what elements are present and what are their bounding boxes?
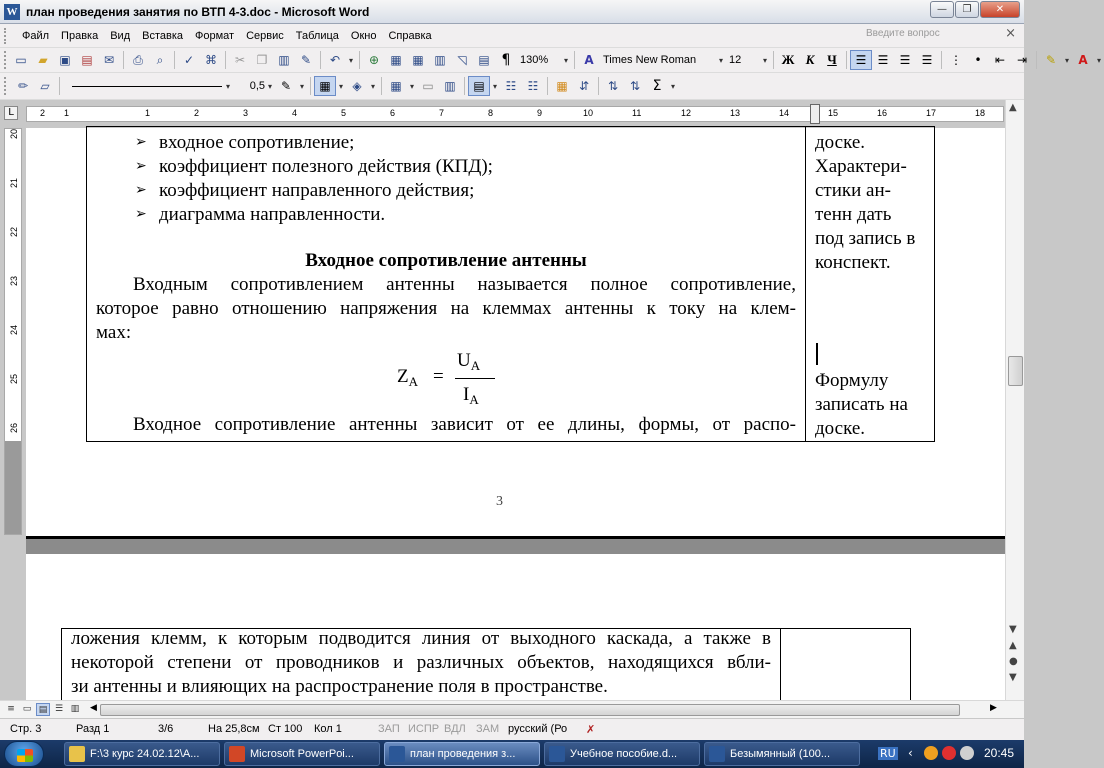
status-column[interactable]: Кол 1 (314, 723, 342, 735)
italic-button[interactable]: К (805, 52, 815, 67)
menu-tools[interactable]: Сервис (246, 29, 284, 42)
section-heading: Входное сопротивление антенны (305, 250, 587, 271)
ruler-tick: 16 (877, 108, 888, 118)
taskbar-item[interactable] (704, 742, 860, 766)
impedance-formula (397, 345, 507, 411)
taskbar-item-label: Безымянный (100... (730, 748, 831, 760)
show-hidden-icons-icon[interactable]: ‹ (908, 746, 913, 760)
scroll-down-arrow-icon[interactable]: ▼ (1009, 624, 1017, 635)
menu-window[interactable]: Окно (350, 29, 377, 42)
note-line: стики ан- (815, 180, 891, 201)
note-line: записать на (815, 394, 908, 415)
lesson-table[interactable] (86, 126, 935, 442)
list-item (135, 131, 493, 155)
spelling-status-icon[interactable]: ✗ (586, 724, 596, 736)
ruler-tick: 6 (390, 108, 396, 118)
vruler-margin-shade (5, 441, 21, 534)
vruler-tick: 22 (9, 227, 19, 238)
shading-dropdown-icon[interactable]: ▾ (370, 81, 375, 91)
note-line: Формулу (815, 370, 889, 391)
taskbar-item[interactable] (544, 742, 700, 766)
list-item-text: диаграмма направленности. (159, 204, 386, 225)
undo-icon[interactable]: ↶ (329, 53, 341, 67)
status-bar (0, 718, 1024, 740)
ruler-tick: 12 (681, 108, 692, 118)
status-position[interactable]: На 25,8см (208, 723, 260, 735)
horizontal-scroll-thumb[interactable] (100, 704, 960, 716)
bullet-list (135, 131, 493, 227)
menu-help[interactable]: Справка (388, 29, 432, 42)
standard-toolbar (0, 48, 1101, 73)
spelling-icon[interactable]: ✓ (183, 53, 195, 67)
ruler-tick: 1 (64, 108, 70, 118)
change-text-direction-icon[interactable]: ⇵ (578, 79, 590, 93)
table-column-divider (780, 629, 781, 709)
outline-view-icon[interactable]: ☰ (54, 704, 64, 714)
powerpoint-icon (229, 746, 245, 762)
draw-table-icon[interactable]: ✏ (17, 79, 29, 93)
lesson-table[interactable] (61, 628, 911, 708)
ruler-tick: 7 (439, 108, 445, 118)
drawing-icon[interactable]: ◹ (457, 53, 467, 67)
hyperlink-icon[interactable]: ⊕ (368, 53, 380, 67)
menu-format[interactable]: Формат (195, 29, 235, 42)
shading-color-icon[interactable]: ◈ (352, 79, 362, 93)
vruler-tick: 26 (9, 423, 19, 434)
select-browse-object-icon[interactable]: ● (1009, 656, 1018, 667)
ruler-tick: 1 (145, 108, 151, 118)
tray-app-icon[interactable] (960, 746, 974, 760)
zoom-dropdown-icon[interactable]: ▾ (563, 55, 568, 65)
arrow-bullet-icon: ➢ (135, 207, 147, 222)
tables-borders-toolbar (0, 73, 1024, 100)
status-extend-selection[interactable]: ВДЛ (444, 723, 466, 735)
ruler-tick: 10 (583, 108, 594, 118)
menu-view[interactable]: Вид (110, 29, 131, 42)
language-indicator[interactable]: RU (880, 747, 896, 760)
word-icon (389, 746, 405, 762)
note-line: доске. (815, 132, 866, 153)
justify-icon[interactable]: ☰ (921, 53, 933, 67)
minimize-button[interactable]: — (930, 1, 954, 18)
print-layout-icon[interactable]: ▤ (36, 703, 50, 716)
status-language[interactable]: русский (Ро (508, 723, 568, 735)
system-tray (866, 740, 1024, 768)
show-hide-icon[interactable]: ¶ (501, 52, 511, 68)
note-line: тенн дать (815, 204, 892, 225)
reading-layout-icon[interactable]: ▥ (70, 704, 80, 714)
align-left-icon[interactable]: ☰ (850, 50, 872, 70)
formula-numerator: $U_A$ (457, 350, 481, 373)
outside-border-icon[interactable]: ▦ (314, 76, 336, 96)
taskbar-item-label: Microsoft PowerPoi... (250, 748, 354, 760)
menu-grip[interactable] (4, 28, 12, 44)
taskbar-item[interactable] (224, 742, 380, 766)
print-icon[interactable]: ⎙ (133, 52, 143, 67)
status-record-macro[interactable]: ЗАП (378, 723, 400, 735)
numbering-icon[interactable]: ⋮ (950, 53, 962, 67)
menu-insert[interactable]: Вставка (142, 29, 184, 42)
font-name-dropdown-icon[interactable]: ▾ (718, 55, 723, 65)
bold-button[interactable]: Ж (781, 52, 795, 67)
bullets-icon[interactable]: • (974, 53, 982, 67)
font-name-combo[interactable]: Times New Roman (603, 54, 697, 66)
save-icon[interactable]: ▣ (59, 53, 71, 67)
vruler-tick: 20 (9, 129, 19, 140)
ruler-tick: 15 (828, 108, 839, 118)
ruler-tick: 11 (632, 108, 642, 118)
text-cursor (816, 343, 818, 365)
ruler-tick: 8 (488, 108, 494, 118)
taskbar-item-label: Учебное пособие.d... (570, 748, 678, 760)
status-overtype[interactable]: ЗАМ (476, 723, 500, 735)
tray-app-icon[interactable] (924, 746, 938, 760)
paragraph-line: некоторой степени от проводников и различных объектов, находящихся вбли- (71, 652, 771, 673)
list-item-text: коэффициент направленного действия; (159, 180, 475, 201)
vertical-scrollbar[interactable] (1005, 100, 1024, 700)
close-document-button[interactable]: × (1005, 26, 1016, 41)
border-color-icon[interactable]: ✎ (280, 79, 292, 93)
align-cell-icon[interactable]: ▤ (468, 76, 490, 96)
table-autoformat-icon[interactable]: ▦ (556, 79, 568, 93)
start-button[interactable] (4, 741, 44, 767)
page-break-gap (26, 536, 1005, 554)
ruler-strip[interactable] (26, 106, 1004, 122)
paint-icon (709, 746, 725, 762)
ruler-tick: 17 (926, 108, 937, 118)
ruler-tick: 3 (243, 108, 249, 118)
insert-table-icon[interactable]: ▦ (412, 53, 424, 67)
insert-table-dropdown-icon[interactable]: ▾ (409, 81, 414, 91)
undo-dropdown-icon[interactable]: ▾ (348, 55, 353, 65)
scroll-left-arrow-icon[interactable]: ◀ (90, 703, 97, 713)
ruler-tick: 18 (975, 108, 986, 118)
folder-icon (69, 746, 85, 762)
tray-app-icon[interactable] (942, 746, 956, 760)
styles-icon[interactable]: A (584, 53, 594, 67)
document-area[interactable] (26, 128, 1005, 700)
menu-bar (0, 24, 1024, 48)
status-track-changes[interactable]: ИСПР (408, 723, 440, 735)
window-title: план проведения занятия по ВТП 4-3.doc - Microsoft Word (26, 4, 370, 19)
scroll-right-arrow-icon[interactable]: ▶ (990, 703, 997, 713)
taskbar (0, 740, 1024, 768)
paragraph-line: Входным сопротивлением антенны называется полное сопротивление, (133, 274, 796, 295)
cut-icon[interactable]: ✂ (234, 53, 246, 67)
horizontal-ruler (0, 100, 1024, 128)
indent-marker[interactable] (810, 104, 820, 124)
increase-indent-icon[interactable]: ⇥ (1016, 53, 1028, 67)
taskbar-item-label: план проведения з... (410, 748, 516, 760)
autosum-icon[interactable]: Σ (652, 78, 662, 94)
notes-column (815, 131, 935, 275)
vruler-tick: 23 (9, 276, 19, 287)
ask-question-input[interactable]: Введите вопрос (866, 28, 940, 39)
highlight-icon[interactable]: ✎ (1045, 53, 1057, 67)
format-painter-icon[interactable]: ✎ (300, 53, 312, 67)
formula-equals: = (433, 366, 444, 387)
note-line: Характери- (815, 156, 907, 177)
list-item (135, 155, 493, 179)
font-color-icon[interactable]: A (1078, 53, 1088, 67)
ruler-tick: 4 (292, 108, 298, 118)
sort-ascending-icon[interactable]: ⇅ (607, 79, 619, 93)
vertical-ruler (4, 128, 22, 535)
print-preview-icon[interactable]: ⌕ (156, 52, 164, 67)
paragraph-line: которое равно отношению напряжения на клеммах антенны к току на клем- (96, 298, 796, 319)
note-line: конспект. (815, 252, 891, 273)
research-icon[interactable]: ⌘ (205, 53, 217, 67)
sort-descending-icon[interactable]: ⇅ (629, 79, 641, 93)
page[interactable] (26, 128, 1005, 536)
toolbar-options-icon[interactable]: ▾ (670, 81, 675, 91)
formula-lhs: $Z_A$ (397, 366, 418, 389)
font-size-dropdown-icon[interactable]: ▾ (762, 55, 767, 65)
zoom-combo[interactable]: 130% (520, 54, 549, 66)
highlight-dropdown-icon[interactable]: ▾ (1064, 55, 1069, 65)
status-line[interactable]: Ст 100 (268, 723, 303, 735)
document-map-icon[interactable]: ▤ (478, 53, 490, 67)
next-page-icon[interactable]: ▼ (1009, 672, 1017, 683)
table-column-divider (805, 127, 806, 441)
scroll-thumb[interactable] (1008, 356, 1023, 386)
paste-icon[interactable]: ▥ (278, 53, 290, 67)
list-item-text: коэффициент полезного действия (КПД); (159, 156, 493, 177)
ruler-tick: 9 (537, 108, 543, 118)
menu-file[interactable]: Файл (22, 29, 50, 42)
arrow-bullet-icon: ➢ (135, 135, 147, 150)
taskbar-item-label: F:\3 курс 24.02.12\A... (90, 748, 200, 760)
word-icon[interactable]: W (4, 4, 20, 20)
horizontal-scrollbar[interactable] (0, 700, 1024, 718)
tables-borders-icon[interactable]: ▦ (390, 53, 402, 67)
tab-selector[interactable]: L (4, 106, 18, 120)
paragraph-line: мах: (96, 322, 132, 343)
ruler-tick: 5 (341, 108, 347, 118)
normal-view-icon[interactable]: ≡ (7, 704, 15, 714)
fraction-bar (455, 378, 495, 379)
border-color-dropdown-icon[interactable]: ▾ (299, 81, 304, 91)
formula-denominator: $I_A$ (463, 384, 479, 407)
toolbar-grip[interactable] (4, 77, 8, 95)
list-item (135, 203, 493, 227)
web-layout-icon[interactable]: ▭ (22, 704, 32, 714)
paragraph (96, 273, 796, 345)
border-dropdown-icon[interactable]: ▾ (338, 81, 343, 91)
menu-edit[interactable]: Правка (61, 29, 99, 42)
font-size-combo[interactable]: 12 (729, 54, 742, 66)
paragraph-line: ложения клемм, к которым подводится линия от выходного каскада, а также в (71, 628, 771, 649)
ruler-tick: 14 (779, 108, 790, 118)
toolbar-grip[interactable] (4, 51, 6, 69)
note-line: доске. (815, 418, 866, 439)
word-icon (549, 746, 565, 762)
scroll-up-arrow-icon[interactable]: ▲ (1009, 102, 1017, 113)
eraser-icon[interactable]: ▱ (40, 79, 50, 93)
insert-table-dd-icon[interactable]: ▦ (390, 79, 402, 93)
maximize-button[interactable]: ❐ (955, 1, 979, 18)
status-page[interactable]: Стр. 3 (10, 723, 42, 735)
new-document-icon[interactable]: ▭ (15, 53, 27, 67)
paragraph (71, 627, 771, 699)
ruler-tick: 2 (194, 108, 200, 118)
line-style-preview (72, 86, 222, 87)
paragraph (96, 413, 796, 437)
paragraph-line: зи антенны и влияющих на распространение поля в пространстве. (71, 676, 608, 697)
list-item (135, 179, 493, 203)
menu-table[interactable]: Таблица (295, 29, 339, 42)
previous-page-icon[interactable]: ▲ (1009, 640, 1017, 651)
clock[interactable]: 20:45 (984, 746, 1015, 760)
vruler-tick: 21 (9, 178, 19, 189)
underline-button[interactable]: Ч (827, 52, 837, 67)
vruler-tick: 24 (9, 325, 19, 336)
decrease-indent-icon[interactable]: ⇤ (994, 53, 1006, 67)
line-style-combo[interactable] (63, 77, 223, 95)
taskbar-item[interactable] (64, 742, 220, 766)
page-number: 3 (496, 494, 503, 509)
permission-icon[interactable]: ▤ (81, 53, 93, 67)
page[interactable] (26, 554, 1005, 700)
line-style-dropdown-icon[interactable]: ▾ (225, 81, 230, 91)
windows-logo-icon (17, 749, 33, 762)
status-section[interactable]: Разд 1 (76, 723, 110, 735)
split-cells-icon[interactable]: ▥ (444, 79, 456, 93)
distribute-columns-icon[interactable]: ☷ (527, 79, 539, 93)
arrow-bullet-icon: ➢ (135, 159, 147, 174)
vruler-tick: 25 (9, 374, 19, 385)
line-weight-dropdown-icon[interactable]: ▾ (267, 81, 272, 91)
paragraph-line: Входное сопротивление антенны зависит от ее длины, формы, от распо- (133, 414, 796, 435)
copy-icon[interactable]: ❐ (256, 53, 268, 67)
title-bar (0, 0, 1024, 24)
notes-column (815, 369, 935, 441)
taskbar-item[interactable] (384, 742, 540, 766)
align-center-icon[interactable]: ☰ (877, 53, 889, 67)
align-cell-dropdown-icon[interactable]: ▾ (492, 81, 497, 91)
columns-icon[interactable]: ▥ (434, 53, 446, 67)
open-folder-icon[interactable]: ▰ (38, 53, 48, 67)
ruler-tick: 13 (730, 108, 741, 118)
distribute-rows-icon[interactable]: ☷ (505, 79, 517, 93)
merge-cells-icon[interactable]: ▭ (422, 79, 434, 93)
font-color-dropdown-icon[interactable]: ▾ (1096, 55, 1101, 65)
ruler-tick: 2 (40, 108, 46, 118)
arrow-bullet-icon: ➢ (135, 183, 147, 198)
close-button[interactable]: ✕ (980, 1, 1020, 18)
line-weight-combo[interactable]: 0,5 (249, 80, 265, 92)
status-pages[interactable]: 3/6 (158, 723, 174, 735)
list-item-text: входное сопротивление; (159, 132, 355, 153)
align-right-icon[interactable]: ☰ (899, 53, 911, 67)
note-line: под запись в (815, 228, 916, 249)
email-icon[interactable]: ✉ (103, 53, 115, 67)
